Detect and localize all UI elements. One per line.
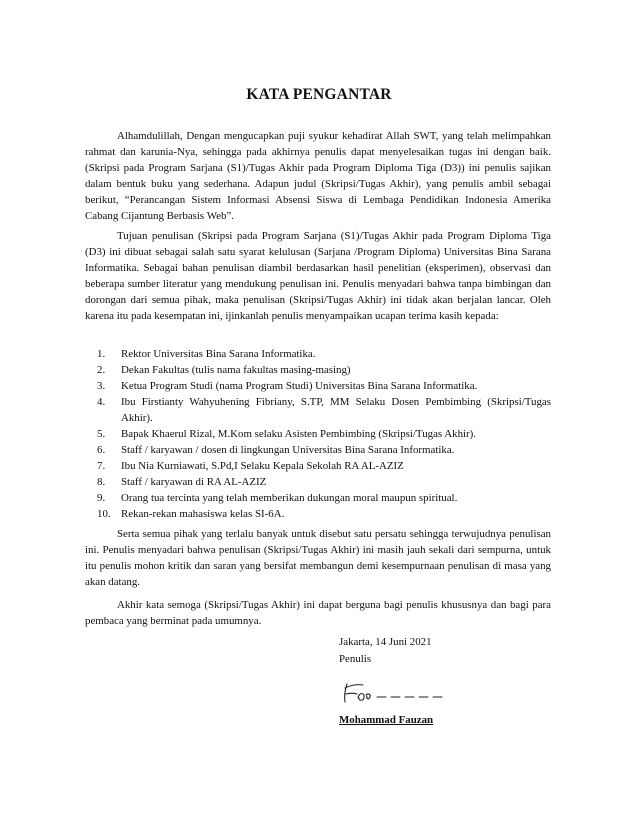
list-number: 8. [97, 476, 106, 488]
list-number: 1. [97, 348, 106, 360]
list-number: 3. [97, 380, 106, 392]
list-item [85, 426, 551, 442]
list-item [85, 442, 551, 458]
signer-name: Mohammad Fauzan [339, 714, 434, 726]
acknowledgement-list [85, 346, 551, 522]
list-text: Dekan Fakultas (tulis nama fakultas masing-masing) [121, 364, 351, 376]
list-number: 9. [97, 492, 106, 504]
purpose-paragraph: Tujuan penulisan (Skripsi pada Program Sarjana (S1)/Tugas Akhir pada Program Diploma Tiga (D3) ini dibuat sebagai salah satu syarat kelulusan (Sarjana /Program Diploma) Universitas Bina Sarana Informatika. Sebagai bahan penulisan diambil berdasarkan hasil penelitian (eksperimen), observasi dan beberapa sumber literatur yang mendukung penulisan ini. Penulis menyadari bahwa tanpa bimbingan dan dorongan dari semua pihak, maka penulisan (Skripsi/Tugas Akhir) ini tidak akan berjalan lancar. Oleh karena itu pada kesempatan ini, ijinkanlah penulis menyampaikan ucapan terima kasih kepada: [85, 230, 551, 322]
author-role: Penulis [339, 653, 372, 665]
handwritten-signature [339, 678, 449, 706]
list-item [85, 458, 551, 474]
list-text: Bapak Khaerul Rizal, M.Kom selaku Asisten Pembimbing (Skripsi/Tugas Akhir). [121, 428, 477, 440]
list-text: Ibu Firstianty Wahyuhening Fibriany, S.TP, MM Selaku Dosen Pembimbing (Skripsi/Tugas Akhir). [121, 396, 551, 424]
list-number: 10. [97, 508, 111, 520]
final-paragraph: Akhir kata semoga (Skripsi/Tugas Akhir) ini dapat berguna bagi penulis khususnya dan bagi para pembaca yang berminat pada umumnya. [85, 599, 551, 627]
list-text: Rekan-rekan mahasiswa kelas SI-6A. [121, 508, 285, 520]
list-text: Rektor Universitas Bina Sarana Informatika. [121, 348, 316, 360]
closing-block [339, 634, 432, 668]
list-item [85, 506, 551, 522]
list-number: 4. [97, 396, 106, 408]
list-number: 6. [97, 444, 106, 456]
list-number: 2. [97, 364, 106, 376]
list-text: Ibu Nia Kurniawati, S.Pd,I Selaku Kepala Sekolah RA AL-AZIZ [121, 460, 404, 472]
list-text: Staff / karyawan di RA AL-AZIZ [121, 476, 267, 488]
list-number: 7. [97, 460, 106, 472]
list-text: Orang tua tercinta yang telah memberikan dukungan moral maupun spiritual. [121, 492, 458, 504]
gratitude-paragraph: Serta semua pihak yang terlalu banyak untuk disebut satu persatu sehingga terwujudnya penulisan ini. Penulis menyadari bahwa penulisan (Skripsi/Tugas Akhir) ini masih jauh sekali dari sempurna, untuk itu penulis mohon kritik dan saran yang bersifat membangun demi kesempurnaan penulisan di masa yang akan datang. [85, 528, 551, 588]
list-item [85, 362, 551, 378]
page-title: KATA PENGANTAR [246, 86, 392, 103]
list-item [85, 346, 551, 362]
list-text: Staff / karyawan / dosen di lingkungan Universitas Bina Sarana Informatika. [121, 444, 455, 456]
list-item [85, 490, 551, 506]
intro-paragraph: Alhamdulillah, Dengan mengucapkan puji syukur kehadirat Allah SWT, yang telah melimpahkan rahmat dan karunia-Nya, sehingga pada akhirnya penulis dapat menyelesaikan tugas ini dengan baik. (Skripsi pada Program Sarjana (S1)/Tugas Akhir pada Program Diploma Tiga (D3)) ini penulis sajikan dalam bentuk buku yang sederhana. Adapun judul (Skripsi/Tugas Akhir), yang penulis ambil sebagai berikut, “Perancangan Sistem Informasi Absensi Siswa di Lembaga Pendidikan Indonesia Amerika Cabang Cijantung Berbasis Web”. [85, 130, 551, 222]
list-item [85, 394, 551, 426]
list-item [85, 474, 551, 490]
place-date: Jakarta, 14 Juni 2021 [339, 636, 432, 648]
list-item [85, 378, 551, 394]
list-text: Ketua Program Studi (nama Program Studi) Universitas Bina Sarana Informatika. [121, 380, 478, 392]
list-number: 5. [97, 428, 106, 440]
